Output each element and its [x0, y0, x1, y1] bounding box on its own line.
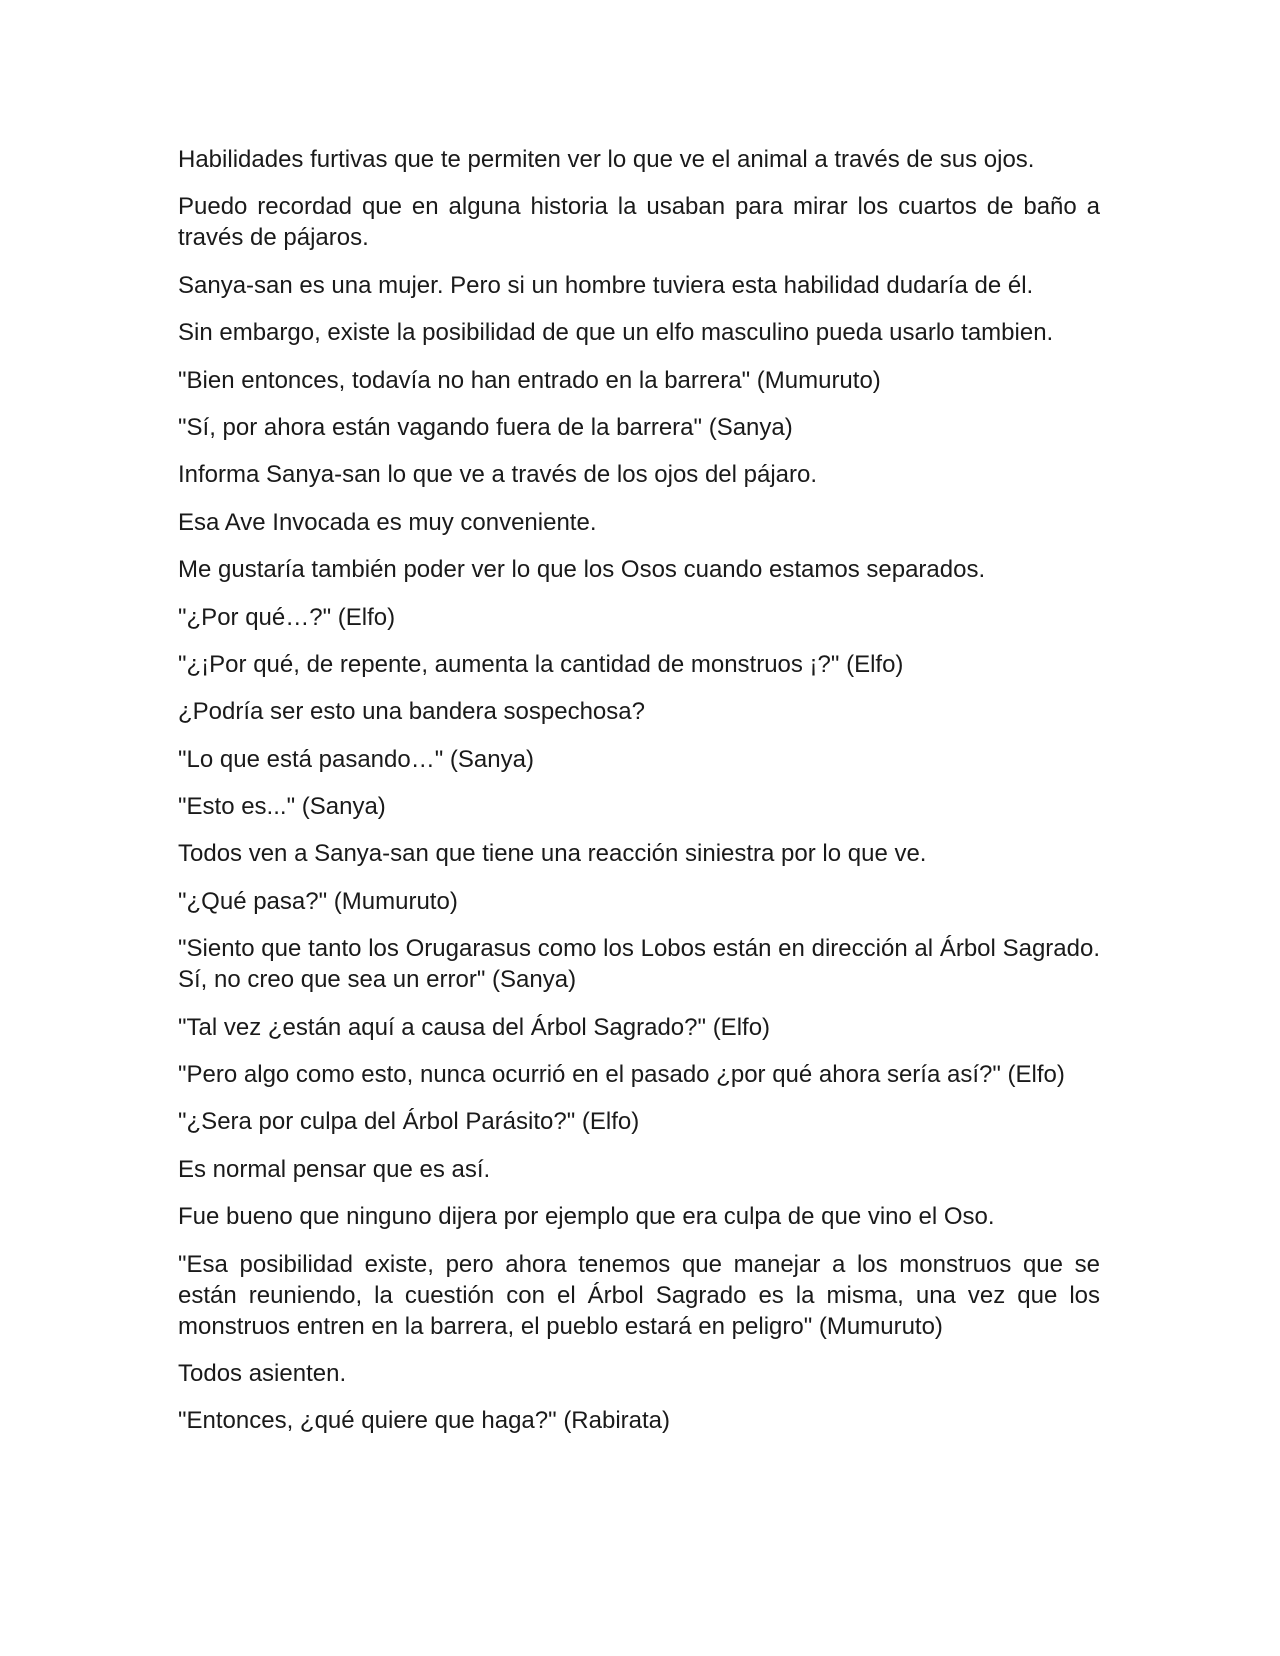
- paragraph: Puedo recordad que en alguna historia la usaban para mirar los cuartos de baño a través de pájaros.: [178, 193, 1100, 252]
- paragraph: Sin embargo, existe la posibilidad de que un elfo masculino pueda usarlo tambien.: [178, 319, 1054, 347]
- paragraph: "Sí, por ahora están vagando fuera de la barrera" (Sanya): [178, 413, 793, 441]
- paragraph: Sanya-san es una mujer. Pero si un hombre tuviera esta habilidad dudaría de él.: [178, 271, 1034, 299]
- paragraph: "¿Qué pasa?" (Mumuruto): [178, 887, 458, 915]
- paragraph: Todos asienten.: [178, 1359, 347, 1387]
- paragraph: Habilidades furtivas que te permiten ver lo que ve el animal a través de sus ojos.: [178, 146, 1035, 173]
- paragraph: "Siento que tanto los Orugarasus como los Lobos están en dirección al Árbol Sagrado. Sí, no creo que sea un error" (Sanya): [178, 935, 1100, 994]
- paragraph: Me gustaría también poder ver lo que los Osos cuando estamos separados.: [178, 556, 986, 584]
- paragraph: "Bien entonces, todavía no han entrado en la barrera" (Mumuruto): [178, 366, 881, 394]
- paragraph: "Esto es..." (Sanya): [178, 793, 386, 821]
- paragraph: Todos ven a Sanya-san que tiene una reacción siniestra por lo que ve.: [178, 840, 927, 868]
- document-page: [178, 144, 1100, 1453]
- paragraph: "Esa posibilidad existe, pero ahora tenemos que manejar a los monstruos que se están reuniendo, la cuestión con el Árbol Sagrado es la misma, una vez que los monstruos entren en la barrera, el pueblo estará en peligro" (Mumuruto): [178, 1250, 1100, 1340]
- paragraph: "¿¡Por qué, de repente, aumenta la cantidad de monstruos ¡?" (Elfo): [178, 650, 904, 678]
- paragraph: "¿Por qué…?" (Elfo): [178, 603, 396, 631]
- paragraph: "Pero algo como esto, nunca ocurrió en el pasado ¿por qué ahora sería así?" (Elfo): [178, 1061, 1065, 1089]
- paragraph: "Lo que está pasando…" (Sanya): [178, 745, 534, 773]
- paragraph: Es normal pensar que es así.: [178, 1155, 491, 1183]
- paragraph: "Entonces, ¿qué quiere que haga?" (Rabirata): [178, 1407, 671, 1435]
- paragraph: "Tal vez ¿están aquí a causa del Árbol Sagrado?" (Elfo): [178, 1013, 771, 1041]
- paragraph: Fue bueno que ninguno dijera por ejemplo que era culpa de que vino el Oso.: [178, 1203, 995, 1231]
- paragraph: "¿Sera por culpa del Árbol Parásito?" (Elfo): [178, 1108, 640, 1136]
- paragraph: ¿Podría ser esto una bandera sospechosa?: [178, 698, 645, 726]
- paragraph: Esa Ave Invocada es muy conveniente.: [178, 508, 597, 536]
- paragraph: Informa Sanya-san lo que ve a través de los ojos del pájaro.: [178, 461, 818, 489]
